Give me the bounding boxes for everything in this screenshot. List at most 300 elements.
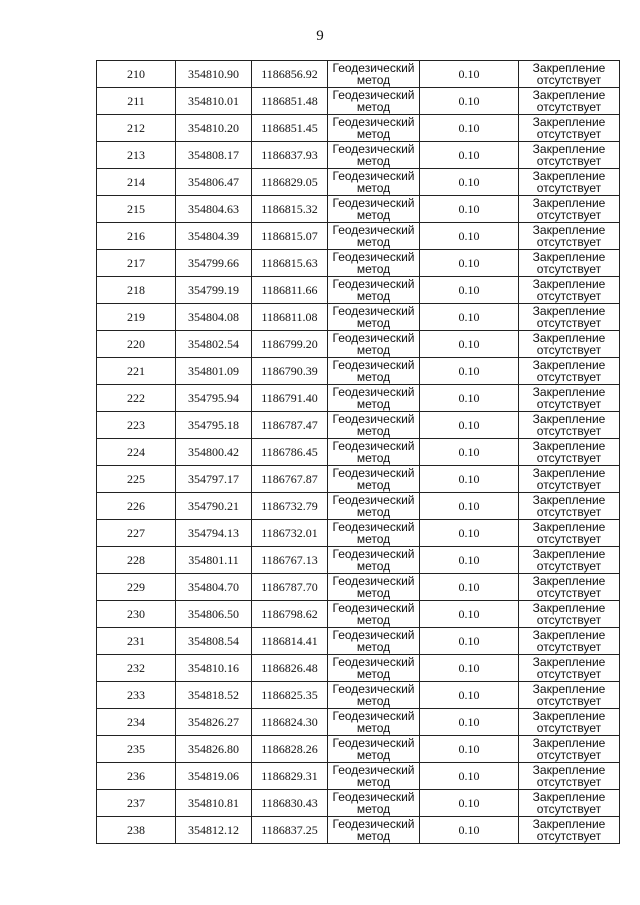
- method-line-2: метод: [356, 397, 391, 411]
- fixing-cell: [519, 817, 620, 844]
- fixing-line-1: Закрепление: [532, 385, 606, 399]
- accuracy-cell: 0.10: [420, 520, 519, 547]
- fixing-line-1: Закрепление: [532, 520, 606, 534]
- method-line-2: метод: [356, 586, 391, 600]
- y-coordinate-cell: 1186837.25: [252, 817, 328, 844]
- accuracy-cell: 0.10: [420, 574, 519, 601]
- method-line-2: метод: [356, 100, 391, 114]
- fixing-line-2: отсутствует: [536, 829, 602, 843]
- fixing-line-1: Закрепление: [532, 358, 606, 372]
- fixing-cell: [519, 709, 620, 736]
- point-number-cell: 211: [97, 88, 176, 115]
- table-row: [97, 88, 620, 115]
- point-number-cell: 234: [97, 709, 176, 736]
- point-number-cell: 222: [97, 385, 176, 412]
- point-number-cell: 235: [97, 736, 176, 763]
- x-coordinate-cell: 354800.42: [176, 439, 252, 466]
- fixing-line-1: Закрепление: [532, 142, 606, 156]
- fixing-line-2: отсутствует: [536, 289, 602, 303]
- accuracy-cell: 0.10: [420, 277, 519, 304]
- y-coordinate-cell: 1186824.30: [252, 709, 328, 736]
- y-coordinate-cell: 1186732.01: [252, 520, 328, 547]
- method-line-2: метод: [356, 667, 391, 681]
- accuracy-cell: 0.10: [420, 493, 519, 520]
- y-coordinate-cell: 1186851.48: [252, 88, 328, 115]
- accuracy-cell: 0.10: [420, 790, 519, 817]
- point-number-cell: 219: [97, 304, 176, 331]
- page-number: 9: [316, 28, 324, 44]
- x-coordinate-cell: 354808.54: [176, 628, 252, 655]
- table-row: [97, 817, 620, 844]
- accuracy-cell: 0.10: [420, 709, 519, 736]
- accuracy-cell: 0.10: [420, 655, 519, 682]
- fixing-line-2: отсутствует: [536, 154, 602, 168]
- fixing-line-2: отсутствует: [536, 667, 602, 681]
- fixing-line-1: Закрепление: [532, 439, 606, 453]
- accuracy-cell: 0.10: [420, 331, 519, 358]
- x-coordinate-cell: 354795.94: [176, 385, 252, 412]
- x-coordinate-cell: 354810.90: [176, 61, 252, 88]
- method-cell: [328, 250, 420, 277]
- fixing-line-2: отсутствует: [536, 181, 602, 195]
- table-row: [97, 412, 620, 439]
- point-number-cell: 223: [97, 412, 176, 439]
- accuracy-cell: 0.10: [420, 601, 519, 628]
- method-cell: [328, 331, 420, 358]
- accuracy-cell: 0.10: [420, 61, 519, 88]
- x-coordinate-cell: 354799.19: [176, 277, 252, 304]
- accuracy-cell: 0.10: [420, 385, 519, 412]
- accuracy-cell: 0.10: [420, 547, 519, 574]
- point-number-cell: 224: [97, 439, 176, 466]
- x-coordinate-cell: 354804.39: [176, 223, 252, 250]
- y-coordinate-cell: 1186787.47: [252, 412, 328, 439]
- fixing-line-2: отсутствует: [536, 262, 602, 276]
- y-coordinate-cell: 1186856.92: [252, 61, 328, 88]
- fixing-cell: [519, 142, 620, 169]
- fixing-cell: [519, 331, 620, 358]
- accuracy-cell: 0.10: [420, 115, 519, 142]
- table-row: [97, 358, 620, 385]
- method-cell: [328, 304, 420, 331]
- method-line-2: метод: [356, 694, 391, 708]
- method-cell: [328, 574, 420, 601]
- method-line-1: Геодезический: [332, 412, 415, 426]
- x-coordinate-cell: 354806.50: [176, 601, 252, 628]
- point-number-cell: 237: [97, 790, 176, 817]
- method-cell: [328, 520, 420, 547]
- fixing-cell: [519, 358, 620, 385]
- fixing-line-1: Закрепление: [532, 601, 606, 615]
- fixing-line-2: отсутствует: [536, 451, 602, 465]
- method-line-1: Геодезический: [332, 547, 415, 561]
- fixing-cell: [519, 682, 620, 709]
- fixing-line-2: отсутствует: [536, 208, 602, 222]
- method-line-2: метод: [356, 208, 391, 222]
- accuracy-cell: 0.10: [420, 412, 519, 439]
- y-coordinate-cell: 1186837.93: [252, 142, 328, 169]
- table-row: [97, 439, 620, 466]
- method-line-1: Геодезический: [332, 601, 415, 615]
- fixing-line-1: Закрепление: [532, 817, 606, 831]
- fixing-cell: [519, 439, 620, 466]
- fixing-line-2: отсутствует: [536, 424, 602, 438]
- fixing-line-1: Закрепление: [532, 790, 606, 804]
- fixing-cell: [519, 790, 620, 817]
- fixing-line-1: Закрепление: [532, 655, 606, 669]
- x-coordinate-cell: 354804.70: [176, 574, 252, 601]
- fixing-line-2: отсутствует: [536, 748, 602, 762]
- method-line-2: метод: [356, 181, 391, 195]
- method-cell: [328, 142, 420, 169]
- method-line-1: Геодезический: [332, 304, 415, 318]
- x-coordinate-cell: 354819.06: [176, 763, 252, 790]
- fixing-cell: [519, 547, 620, 574]
- x-coordinate-cell: 354795.18: [176, 412, 252, 439]
- table-row: [97, 574, 620, 601]
- method-line-1: Геодезический: [332, 736, 415, 750]
- method-line-2: метод: [356, 235, 391, 249]
- point-number-cell: 214: [97, 169, 176, 196]
- method-line-2: метод: [356, 829, 391, 843]
- table-row: [97, 601, 620, 628]
- fixing-line-2: отсутствует: [536, 397, 602, 411]
- table-row: [97, 169, 620, 196]
- method-cell: [328, 439, 420, 466]
- x-coordinate-cell: 354804.08: [176, 304, 252, 331]
- fixing-cell: [519, 412, 620, 439]
- method-cell: [328, 115, 420, 142]
- table-row: [97, 736, 620, 763]
- x-coordinate-cell: 354826.27: [176, 709, 252, 736]
- method-line-2: метод: [356, 721, 391, 735]
- method-cell: [328, 547, 420, 574]
- method-cell: [328, 601, 420, 628]
- fixing-line-1: Закрепление: [532, 304, 606, 318]
- table-row: [97, 547, 620, 574]
- fixing-line-1: Закрепление: [532, 574, 606, 588]
- y-coordinate-cell: 1186829.31: [252, 763, 328, 790]
- method-line-1: Геодезический: [332, 790, 415, 804]
- method-line-1: Геодезический: [332, 196, 415, 210]
- fixing-line-1: Закрепление: [532, 331, 606, 345]
- fixing-cell: [519, 277, 620, 304]
- point-number-cell: 215: [97, 196, 176, 223]
- fixing-cell: [519, 655, 620, 682]
- fixing-line-2: отсутствует: [536, 586, 602, 600]
- table-row: [97, 520, 620, 547]
- table-row: [97, 655, 620, 682]
- accuracy-cell: 0.10: [420, 763, 519, 790]
- point-number-cell: 229: [97, 574, 176, 601]
- method-cell: [328, 466, 420, 493]
- fixing-line-1: Закрепление: [532, 682, 606, 696]
- method-line-1: Геодезический: [332, 817, 415, 831]
- y-coordinate-cell: 1186767.13: [252, 547, 328, 574]
- method-cell: [328, 385, 420, 412]
- accuracy-cell: 0.10: [420, 439, 519, 466]
- y-coordinate-cell: 1186790.39: [252, 358, 328, 385]
- y-coordinate-cell: 1186811.66: [252, 277, 328, 304]
- y-coordinate-cell: 1186732.79: [252, 493, 328, 520]
- method-line-1: Геодезический: [332, 385, 415, 399]
- x-coordinate-cell: 354810.81: [176, 790, 252, 817]
- fixing-line-2: отсутствует: [536, 100, 602, 114]
- x-coordinate-cell: 354802.54: [176, 331, 252, 358]
- x-coordinate-cell: 354810.16: [176, 655, 252, 682]
- coordinates-table: [96, 60, 620, 844]
- method-line-1: Геодезический: [332, 466, 415, 480]
- table-row: [97, 709, 620, 736]
- method-line-1: Геодезический: [332, 520, 415, 534]
- method-line-1: Геодезический: [332, 61, 415, 75]
- point-number-cell: 210: [97, 61, 176, 88]
- point-number-cell: 218: [97, 277, 176, 304]
- y-coordinate-cell: 1186815.63: [252, 250, 328, 277]
- table-row: [97, 142, 620, 169]
- method-cell: [328, 655, 420, 682]
- method-line-2: метод: [356, 748, 391, 762]
- fixing-cell: [519, 304, 620, 331]
- table-row: [97, 277, 620, 304]
- point-number-cell: 221: [97, 358, 176, 385]
- method-cell: [328, 682, 420, 709]
- fixing-line-2: отсутствует: [536, 721, 602, 735]
- method-cell: [328, 763, 420, 790]
- point-number-cell: 236: [97, 763, 176, 790]
- y-coordinate-cell: 1186814.41: [252, 628, 328, 655]
- fixing-line-1: Закрепление: [532, 466, 606, 480]
- fixing-line-1: Закрепление: [532, 115, 606, 129]
- fixing-line-2: отсутствует: [536, 532, 602, 546]
- fixing-line-2: отсутствует: [536, 505, 602, 519]
- x-coordinate-cell: 354826.80: [176, 736, 252, 763]
- table-row: [97, 790, 620, 817]
- method-line-1: Геодезический: [332, 709, 415, 723]
- x-coordinate-cell: 354801.09: [176, 358, 252, 385]
- method-cell: [328, 358, 420, 385]
- x-coordinate-cell: 354806.47: [176, 169, 252, 196]
- method-line-1: Геодезический: [332, 493, 415, 507]
- accuracy-cell: 0.10: [420, 682, 519, 709]
- fixing-cell: [519, 223, 620, 250]
- fixing-line-2: отсутствует: [536, 370, 602, 384]
- fixing-line-1: Закрепление: [532, 493, 606, 507]
- method-cell: [328, 196, 420, 223]
- method-line-1: Геодезический: [332, 331, 415, 345]
- accuracy-cell: 0.10: [420, 736, 519, 763]
- fixing-cell: [519, 601, 620, 628]
- point-number-cell: 232: [97, 655, 176, 682]
- fixing-cell: [519, 574, 620, 601]
- table-row: [97, 304, 620, 331]
- table-row: [97, 763, 620, 790]
- fixing-line-2: отсутствует: [536, 613, 602, 627]
- method-line-1: Геодезический: [332, 88, 415, 102]
- method-line-2: метод: [356, 289, 391, 303]
- point-number-cell: 233: [97, 682, 176, 709]
- method-cell: [328, 493, 420, 520]
- method-line-2: метод: [356, 316, 391, 330]
- method-line-1: Геодезический: [332, 115, 415, 129]
- fixing-cell: [519, 736, 620, 763]
- table-row: [97, 196, 620, 223]
- fixing-line-2: отсутствует: [536, 478, 602, 492]
- method-line-1: Геодезический: [332, 655, 415, 669]
- fixing-line-2: отсутствует: [536, 775, 602, 789]
- fixing-line-1: Закрепление: [532, 709, 606, 723]
- fixing-cell: [519, 466, 620, 493]
- y-coordinate-cell: 1186828.26: [252, 736, 328, 763]
- table-row: [97, 682, 620, 709]
- accuracy-cell: 0.10: [420, 196, 519, 223]
- fixing-line-1: Закрепление: [532, 88, 606, 102]
- method-line-2: метод: [356, 451, 391, 465]
- method-line-1: Геодезический: [332, 169, 415, 183]
- point-number-cell: 225: [97, 466, 176, 493]
- y-coordinate-cell: 1186787.70: [252, 574, 328, 601]
- accuracy-cell: 0.10: [420, 88, 519, 115]
- method-line-1: Геодезический: [332, 628, 415, 642]
- table-row: [97, 250, 620, 277]
- method-line-1: Геодезический: [332, 250, 415, 264]
- fixing-cell: [519, 250, 620, 277]
- fixing-line-1: Закрепление: [532, 223, 606, 237]
- table-row: [97, 628, 620, 655]
- fixing-line-2: отсутствует: [536, 640, 602, 654]
- fixing-line-1: Закрепление: [532, 736, 606, 750]
- point-number-cell: 217: [97, 250, 176, 277]
- method-line-2: метод: [356, 559, 391, 573]
- point-number-cell: 213: [97, 142, 176, 169]
- method-line-2: метод: [356, 532, 391, 546]
- x-coordinate-cell: 354810.20: [176, 115, 252, 142]
- accuracy-cell: 0.10: [420, 142, 519, 169]
- fixing-cell: [519, 385, 620, 412]
- method-cell: [328, 790, 420, 817]
- fixing-cell: [519, 763, 620, 790]
- method-line-2: метод: [356, 775, 391, 789]
- method-cell: [328, 61, 420, 88]
- y-coordinate-cell: 1186798.62: [252, 601, 328, 628]
- point-number-cell: 231: [97, 628, 176, 655]
- point-number-cell: 226: [97, 493, 176, 520]
- fixing-line-2: отсутствует: [536, 343, 602, 357]
- method-line-2: метод: [356, 424, 391, 438]
- x-coordinate-cell: 354804.63: [176, 196, 252, 223]
- method-line-2: метод: [356, 505, 391, 519]
- x-coordinate-cell: 354810.01: [176, 88, 252, 115]
- table-row: [97, 331, 620, 358]
- point-number-cell: 238: [97, 817, 176, 844]
- fixing-cell: [519, 61, 620, 88]
- y-coordinate-cell: 1186851.45: [252, 115, 328, 142]
- method-line-1: Геодезический: [332, 682, 415, 696]
- method-line-1: Геодезический: [332, 439, 415, 453]
- method-line-2: метод: [356, 154, 391, 168]
- point-number-cell: 230: [97, 601, 176, 628]
- method-cell: [328, 169, 420, 196]
- fixing-line-1: Закрепление: [532, 763, 606, 777]
- y-coordinate-cell: 1186826.48: [252, 655, 328, 682]
- x-coordinate-cell: 354790.21: [176, 493, 252, 520]
- x-coordinate-cell: 354801.11: [176, 547, 252, 574]
- method-line-2: метод: [356, 262, 391, 276]
- fixing-line-2: отсутствует: [536, 559, 602, 573]
- fixing-line-1: Закрепление: [532, 547, 606, 561]
- table-row: [97, 61, 620, 88]
- y-coordinate-cell: 1186815.07: [252, 223, 328, 250]
- accuracy-cell: 0.10: [420, 628, 519, 655]
- y-coordinate-cell: 1186829.05: [252, 169, 328, 196]
- method-line-1: Геодезический: [332, 223, 415, 237]
- y-coordinate-cell: 1186815.32: [252, 196, 328, 223]
- accuracy-cell: 0.10: [420, 304, 519, 331]
- accuracy-cell: 0.10: [420, 250, 519, 277]
- method-cell: [328, 817, 420, 844]
- method-cell: [328, 223, 420, 250]
- fixing-cell: [519, 88, 620, 115]
- accuracy-cell: 0.10: [420, 466, 519, 493]
- x-coordinate-cell: 354797.17: [176, 466, 252, 493]
- y-coordinate-cell: 1186811.08: [252, 304, 328, 331]
- table-row: [97, 493, 620, 520]
- fixing-cell: [519, 196, 620, 223]
- x-coordinate-cell: 354818.52: [176, 682, 252, 709]
- fixing-line-2: отсутствует: [536, 694, 602, 708]
- fixing-line-1: Закрепление: [532, 169, 606, 183]
- table-row: [97, 115, 620, 142]
- fixing-cell: [519, 628, 620, 655]
- accuracy-cell: 0.10: [420, 223, 519, 250]
- fixing-cell: [519, 115, 620, 142]
- method-line-1: Геодезический: [332, 763, 415, 777]
- fixing-line-1: Закрепление: [532, 196, 606, 210]
- method-line-2: метод: [356, 640, 391, 654]
- accuracy-cell: 0.10: [420, 169, 519, 196]
- fixing-line-1: Закрепление: [532, 277, 606, 291]
- x-coordinate-cell: 354812.12: [176, 817, 252, 844]
- method-line-2: метод: [356, 613, 391, 627]
- fixing-line-1: Закрепление: [532, 412, 606, 426]
- coordinates-table-body: [97, 61, 620, 844]
- table-row: [97, 385, 620, 412]
- y-coordinate-cell: 1186799.20: [252, 331, 328, 358]
- fixing-line-2: отсутствует: [536, 73, 602, 87]
- point-number-cell: 212: [97, 115, 176, 142]
- fixing-cell: [519, 169, 620, 196]
- fixing-line-2: отсутствует: [536, 316, 602, 330]
- accuracy-cell: 0.10: [420, 817, 519, 844]
- point-number-cell: 220: [97, 331, 176, 358]
- method-line-1: Геодезический: [332, 277, 415, 291]
- method-cell: [328, 628, 420, 655]
- y-coordinate-cell: 1186786.45: [252, 439, 328, 466]
- point-number-cell: 216: [97, 223, 176, 250]
- fixing-line-1: Закрепление: [532, 250, 606, 264]
- y-coordinate-cell: 1186767.87: [252, 466, 328, 493]
- method-line-2: метод: [356, 127, 391, 141]
- y-coordinate-cell: 1186791.40: [252, 385, 328, 412]
- method-line-2: метод: [356, 343, 391, 357]
- x-coordinate-cell: 354794.13: [176, 520, 252, 547]
- fixing-line-2: отсутствует: [536, 127, 602, 141]
- y-coordinate-cell: 1186825.35: [252, 682, 328, 709]
- fixing-line-1: Закрепление: [532, 628, 606, 642]
- method-line-1: Геодезический: [332, 142, 415, 156]
- method-line-2: метод: [356, 370, 391, 384]
- method-cell: [328, 412, 420, 439]
